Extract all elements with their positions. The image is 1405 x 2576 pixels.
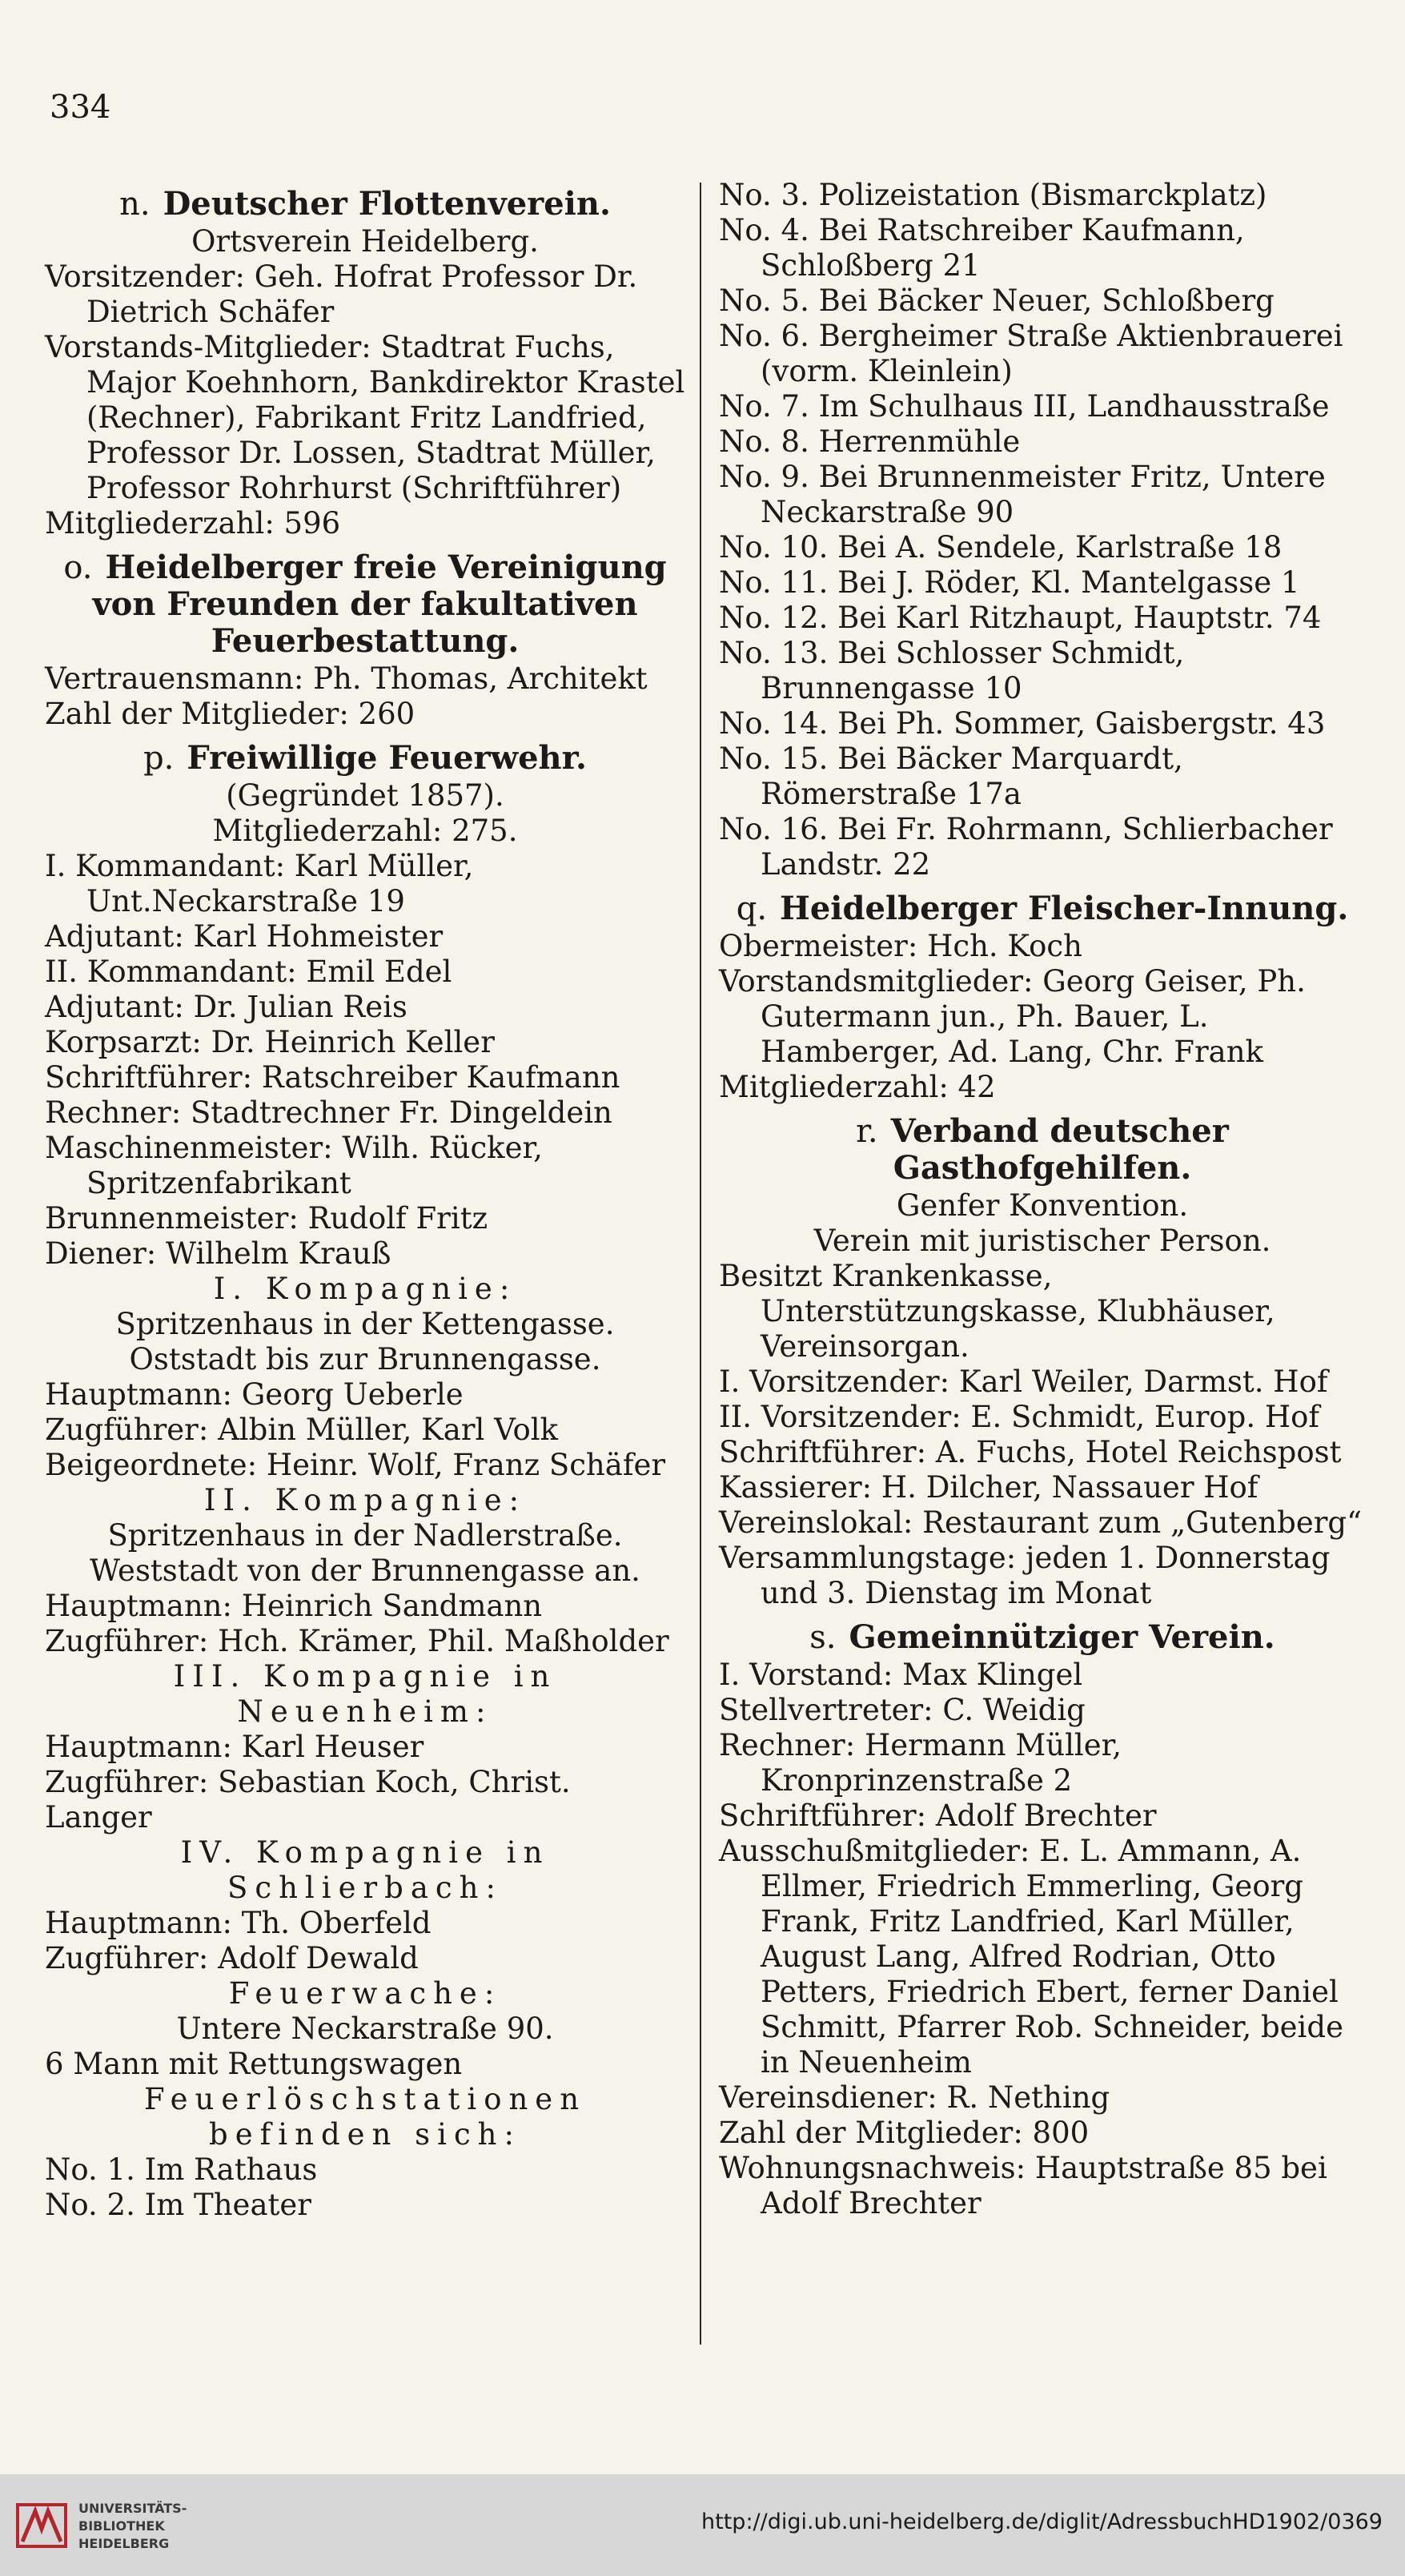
entry-line: No. 4. Bei Ratschreiber Kaufmann, Schloßberg 21 <box>719 213 1245 283</box>
entry-line: 6 Mann mit Rettungswagen <box>45 2047 463 2081</box>
entry-line: Adjutant: Dr. Julian Reis <box>45 990 407 1024</box>
section-letter: r. <box>856 1113 878 1150</box>
entry-line: Rechner: Stadtrechner Fr. Dingeldein <box>45 1095 612 1130</box>
entry-line: Vertrauensmann: Ph. Thomas, Architekt <box>45 661 648 696</box>
entry-line: Diener: Wilhelm Krauß <box>45 1236 391 1271</box>
entry-line: Ausschußmitglieder: E. L. Ammann, A. Ellmer, Friedrich Emmerling, Georg Frank, Fritz Landfried, Karl Müller, August Lang, Alfred Rodrian, Otto Petters, Friedrich Ebert, ferner Daniel Schmitt, Pfarrer Rob. Schneider, beide in Neuenheim <box>719 1834 1343 2080</box>
entry-line: Adjutant: Karl Hohmeister <box>45 919 444 954</box>
entry-line: Schriftführer: A. Fuchs, Hotel Reichspost <box>719 1435 1342 1469</box>
centered-line: Untere Neckarstraße 90. <box>176 2011 554 2046</box>
source-url-link[interactable]: http://digi.ub.uni-heidelberg.de/diglit/AdressbuchHD1902/0369 <box>701 2510 1383 2534</box>
subsection-heading: Feuerlöschstationen befinden sich: <box>143 2082 587 2152</box>
section-heading <box>719 1619 1366 1656</box>
section-heading <box>45 186 685 223</box>
entry-line: Obermeister: Hch. Koch <box>719 929 1082 963</box>
entry-line: Schriftführer: Ratschreiber Kaufmann <box>45 1060 620 1095</box>
entry-line: Maschinenmeister: Wilh. Rücker, Spritzenfabrikant <box>45 1131 543 1200</box>
entry-line: II. Vorsitzender: E. Schmidt, Europ. Hof <box>719 1400 1320 1434</box>
entry-line: Zugführer: Hch. Krämer, Phil. Maßholder <box>45 1624 669 1658</box>
section-title: Gemeinnütziger Verein. <box>849 1618 1275 1656</box>
entry-line: No. 7. Im Schulhaus III, Landhausstraße <box>719 389 1330 424</box>
entry-line: Wohnungsnachweis: Hauptstraße 85 bei Adolf Brechter <box>719 2151 1327 2220</box>
subsection-heading: III. Kompagnie in Neuenheim: <box>173 1659 557 1729</box>
centered-line: Verein mit juristischer Person. <box>813 1224 1271 1258</box>
section-title: Verband deutscher Gasthofgehilfen. <box>890 1112 1229 1187</box>
section-letter: q. <box>736 890 768 927</box>
entry-line: No. 12. Bei Karl Ritzhaupt, Hauptstr. 74 <box>719 601 1322 635</box>
entry-line: Beigeordnete: Heinr. Wolf, Franz Schäfer <box>45 1448 666 1482</box>
left-column <box>45 178 685 2223</box>
subsection-heading: II. Kompagnie: <box>203 1483 527 1517</box>
entry-line: Mitgliederzahl: 42 <box>719 1070 996 1104</box>
subsection-heading: I. Kompagnie: <box>213 1272 517 1306</box>
section-title: Heidelberger Fleischer-Innung. <box>780 890 1349 927</box>
centered-line: Spritzenhaus in der Nadlerstraße. <box>107 1518 623 1553</box>
entry-line: Vereinslokal: Restaurant zum „Gutenberg“ <box>719 1505 1362 1540</box>
entry-line: Hauptmann: Karl Heuser <box>45 1730 424 1764</box>
entry-line: No. 15. Bei Bäcker Marquardt, Römerstraße 17a <box>719 741 1183 811</box>
entry-line: Hauptmann: Heinrich Sandmann <box>45 1589 543 1623</box>
entry-line: Stellvertreter: C. Weidig <box>719 1693 1086 1727</box>
entry-line: No. 1. Im Rathaus <box>45 2152 318 2187</box>
entry-line: Zugführer: Sebastian Koch, Christ. Langer <box>45 1765 571 1835</box>
entry-line: I. Vorsitzender: Karl Weiler, Darmst. Hof <box>719 1364 1328 1399</box>
centered-line: Mitgliederzahl: 275. <box>212 814 518 848</box>
entry-line: Brunnenmeister: Rudolf Fritz <box>45 1201 488 1236</box>
entry-line: Versammlungstage: jeden 1. Donnerstag und 3. Dienstag im Monat <box>719 1541 1331 1610</box>
page-number: 334 <box>50 89 111 126</box>
section-letter: n. <box>119 186 151 223</box>
section-letter: o. <box>63 549 93 586</box>
entry-line: No. 11. Bei J. Röder, Kl. Mantelgasse 1 <box>719 565 1300 600</box>
section-heading <box>45 549 685 660</box>
entry-line: I. Vorstand: Max Klingel <box>719 1658 1083 1692</box>
entry-line: I. Kommandant: Karl Müller, Unt.Neckarstraße 19 <box>45 849 474 918</box>
section-heading <box>719 890 1366 927</box>
entry-line: Kassierer: H. Dilcher, Nassauer Hof <box>719 1470 1258 1505</box>
entry-line: Zahl der Mitglieder: 800 <box>719 2116 1090 2150</box>
library-line: BIBLIOTHEK <box>78 2518 165 2534</box>
entry-line: Vorsitzender: Geh. Hofrat Professor Dr. Dietrich Schäfer <box>45 259 638 329</box>
entry-line: No. 8. Herrenmühle <box>719 424 1021 459</box>
section-heading <box>45 740 685 777</box>
column-divider <box>700 183 701 2345</box>
footer-bar <box>0 2474 1405 2576</box>
entry-line: Hauptmann: Georg Ueberle <box>45 1377 464 1412</box>
centered-line: Weststadt von der Brunnengasse an. <box>90 1553 640 1588</box>
entry-line: Mitgliederzahl: 596 <box>45 506 341 541</box>
centered-line: Oststadt bis zur Brunnengasse. <box>129 1342 601 1376</box>
centered-line: Spritzenhaus in der Kettengasse. <box>115 1307 615 1341</box>
library-name <box>78 2500 187 2553</box>
centered-line: Genfer Konvention. <box>896 1188 1189 1223</box>
entry-line: Vorstandsmitglieder: Georg Geiser, Ph. Gutermann jun., Ph. Bauer, L. Hamberger, Ad. Lang, Chr. Frank <box>719 964 1306 1069</box>
section-letter: p. <box>143 740 175 777</box>
entry-line: Zugführer: Albin Müller, Karl Volk <box>45 1413 558 1447</box>
entry-line: No. 5. Bei Bäcker Neuer, Schloßberg <box>719 283 1275 318</box>
subsection-heading: Feuerwache: <box>228 1976 502 2011</box>
subsection-heading: IV. Kompagnie in Schlierbach: <box>180 1835 550 1905</box>
library-line: UNIVERSITÄTS- <box>78 2501 187 2516</box>
entry-line: Hauptmann: Th. Oberfeld <box>45 1906 432 1940</box>
section-heading <box>719 1113 1366 1187</box>
centered-line: (Gegründet 1857). <box>226 778 504 813</box>
section-title: Deutscher Flottenverein. <box>163 185 611 223</box>
entry-line: No. 13. Bei Schlosser Schmidt, Brunnengasse 10 <box>719 636 1185 705</box>
entry-line: No. 14. Bei Ph. Sommer, Gaisbergstr. 43 <box>719 706 1326 741</box>
centered-line: Ortsverein Heidelberg. <box>191 224 539 259</box>
entry-line: Rechner: Hermann Müller, Kronprinzenstraße 2 <box>719 1728 1122 1798</box>
entry-line: No. 16. Bei Fr. Rohrmann, Schlierbacher Landstr. 22 <box>719 812 1333 882</box>
entry-line: Zahl der Mitglieder: 260 <box>45 697 415 731</box>
university-seal-icon <box>13 2497 70 2554</box>
section-title: Heidelberger freie Vereinigung von Freunden der fakultativen Feuerbestattung. <box>92 549 667 660</box>
right-column <box>719 178 1366 2221</box>
entry-line: II. Kommandant: Emil Edel <box>45 954 452 989</box>
entry-line: Zugführer: Adolf Dewald <box>45 1941 419 1975</box>
entry-line: No. 9. Bei Brunnenmeister Fritz, Untere Neckarstraße 90 <box>719 460 1326 529</box>
entry-line: Schriftführer: Adolf Brechter <box>719 1798 1157 1833</box>
entry-line: No. 3. Polizeistation (Bismarckplatz) <box>719 178 1267 212</box>
section-title: Freiwillige Feuerwehr. <box>187 739 587 777</box>
entry-line: No. 6. Bergheimer Straße Aktienbrauerei (vorm. Kleinlein) <box>719 319 1343 388</box>
library-line: HEIDELBERG <box>78 2536 170 2551</box>
entry-line: Vereinsdiener: R. Nething <box>719 2080 1110 2115</box>
entry-line: No. 10. Bei A. Sendele, Karlstraße 18 <box>719 530 1283 565</box>
entry-line: No. 2. Im Theater <box>45 2188 311 2222</box>
entry-line: Vorstands-Mitglieder: Stadtrat Fuchs, Major Koehnhorn, Bankdirektor Krastel (Rechner), Fabrikant Fritz Landfried, Professor Dr. Lossen, Stadtrat Müller, Professor Rohrhurst (Schriftführer) <box>45 330 685 505</box>
entry-line: Besitzt Krankenkasse, Unterstützungskasse, Klubhäuser, Vereinsorgan. <box>719 1259 1275 1364</box>
section-letter: s. <box>809 1619 837 1656</box>
entry-line: Korpsarzt: Dr. Heinrich Keller <box>45 1025 495 1059</box>
